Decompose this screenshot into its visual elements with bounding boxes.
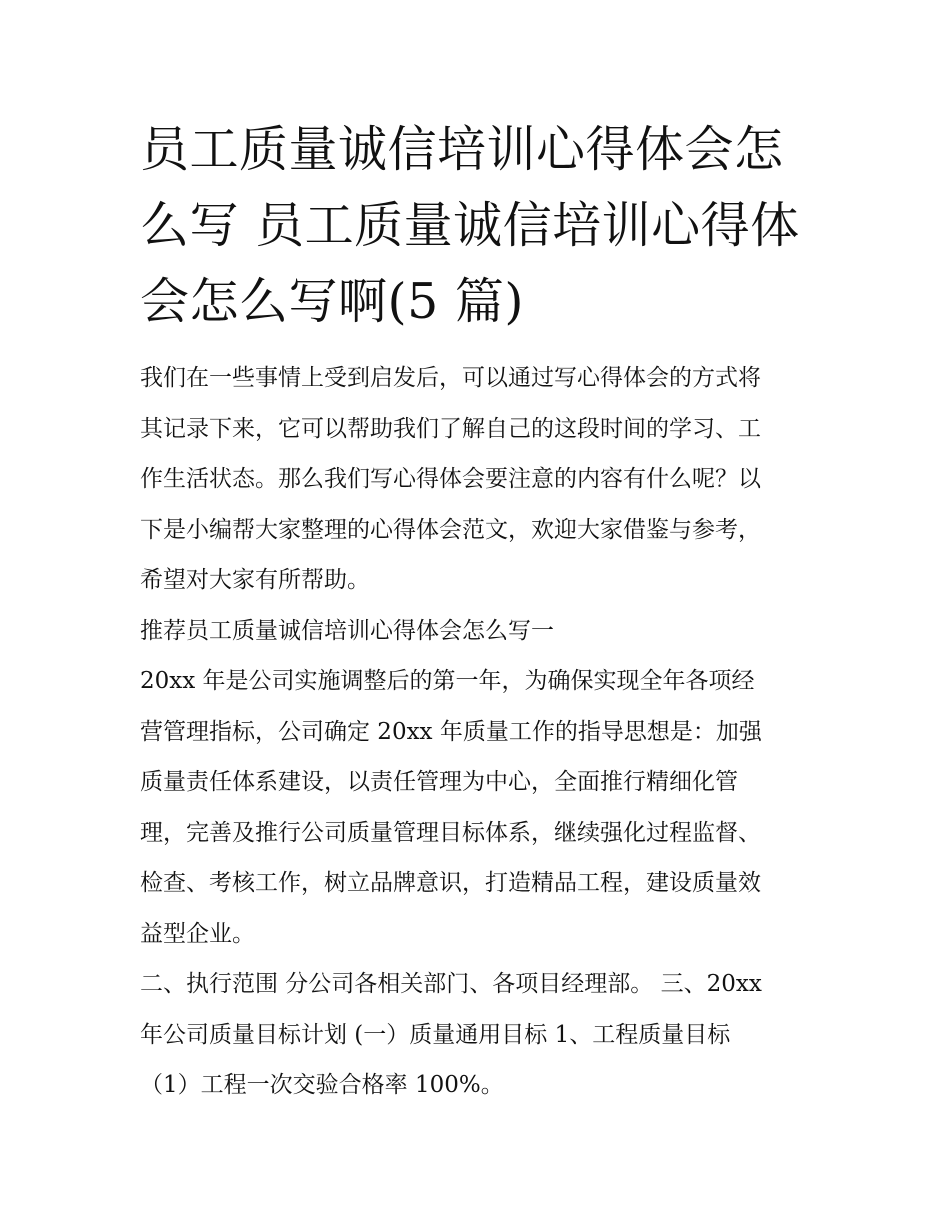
body-paragraph: 二、执行范围 分公司各相关部门、各项目经理部。 三、20xx 年公司质量目标计划 (一）质量通用目标 1、工程质量目标 （1）工程一次交验合格率 100%。 bbox=[140, 971, 762, 1098]
intro-paragraph: 我们在一些事情上受到启发后，可以通过写心得体会的方式将 其记录下来，它可以帮助我们了解自己的这段时间的学习、工 作生活状态。那么我们写心得体会要注意的内容有什么呢？以 下是小编帮大家整理的心得体会范文，欢迎大家借鉴与参考， 希望对大家有所帮助。 bbox=[140, 365, 761, 593]
section-heading: 推荐员工质量诚信培训心得体会怎么写一 bbox=[140, 617, 554, 644]
document-title: 员工质量诚信培训心得体会怎 么写 员工质量诚信培训心得体 会怎么写啊(5 篇) bbox=[140, 121, 800, 330]
body-paragraph: 20xx 年是公司实施调整后的第一年，为确保实现全年各项经 营管理指标，公司确定 20xx 年质量工作的指导思想是：加强 质量责任体系建设，以责任管理为中心，全面推行精细化管 理，完善及推行公司质量管理目标体系，继续强化过程监督、 检查、考核工作，树立品牌意识，打造精品工程，建设质量效 益型企业。 bbox=[140, 668, 762, 947]
document-body bbox=[140, 353, 820, 1111]
